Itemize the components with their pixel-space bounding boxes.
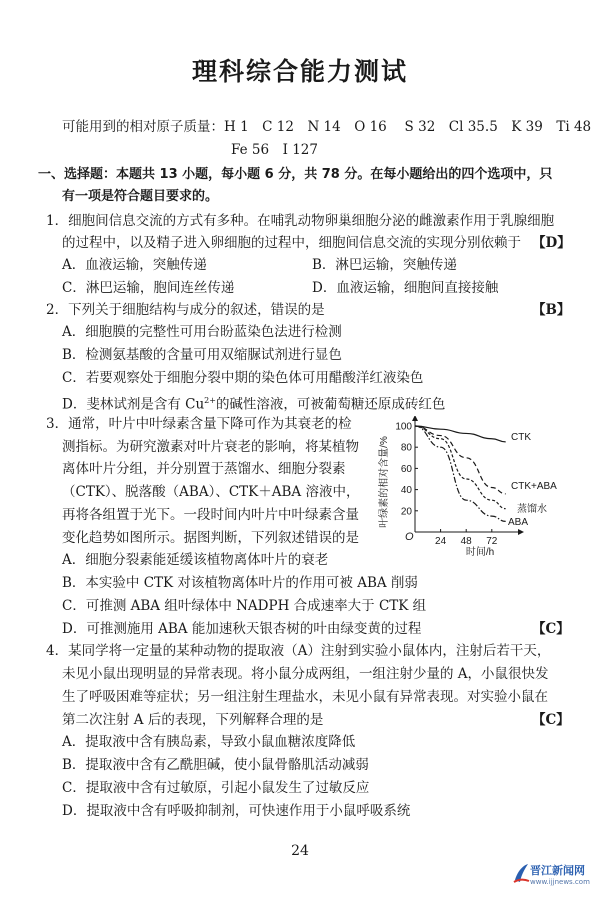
q3-stem-line-5: 再将各组置于光下。一段时间内叶片中叶绿素含量 [62,507,359,523]
atomic-masses-line-2: Fe 56 I 127 [231,142,318,158]
q4-stem-line-4: 第二次注射 A 后的表现，下列解释合理的是 [62,712,324,728]
chart-origin: O [405,531,414,543]
chlorophyll-chart [375,416,575,566]
atomic-masses-prefix: 可能用到的相对原子质量： [62,119,224,135]
chart-y-tick-label: 80 [400,442,412,454]
q3-stem-line-6: 变化趋势如图所示。据图判断，下列叙述错误的是 [62,530,359,546]
watermark-url: www.ijjnews.com [530,878,590,886]
watermark-name: 晋江新闻网 [530,864,585,877]
q1-answer: 【D】 [532,235,571,251]
q3-stem-line-3: 离体叶片分组，并分别置于蒸馏水、细胞分裂素 [62,461,346,477]
q4-answer: 【C】 [532,712,570,728]
chart-y-label: 叶绿素的相对含量/% [379,436,390,528]
q4-option-c: C．提取液中含有过敏原，引起小鼠发生了过敏反应 [62,780,370,796]
chart-y-tick-label: 20 [400,506,412,518]
chart-x-tick-label: 72 [486,536,498,547]
q2-stem: 2．下列关于细胞结构与成分的叙述，错误的是 [46,302,325,318]
q3-option-b: B．本实验中 CTK 对该植物离体叶片的作用可被 ABA 削弱 [62,575,418,591]
watermark-logo-icon [512,862,530,884]
q3-option-c: C．可推测 ABA 组叶绿体中 NADPH 合成速率大于 CTK 组 [62,598,427,614]
q3-stem-line-4: （CTK）、脱落酸（ABA）、CTK＋ABA 溶液中， [62,484,360,500]
chart-series-ABA [415,426,506,521]
chart-y-tick-label: 100 [395,421,412,433]
chart-y-tick-label: 60 [400,463,412,475]
q2-option-d-sup: 2+ [204,396,216,405]
q3-stem-line-2: 测指标。为研究激素对叶片衰老的影响，将某植物 [62,439,359,455]
series-label-aba: ABA [508,517,529,528]
atomic-masses-line-1 [62,117,591,137]
q3-option-a: A．细胞分裂素能延缓该植物离体叶片的衰老 [62,552,329,568]
section-header-line-1: 一、选择题：本题共 13 小题，每小题 6 分，共 78 分。在每小题给出的四个选项中，只 [38,167,553,182]
q1-option-c: C．淋巴运输，胞间连丝传递 [62,280,235,296]
q4-option-b: B．提取液中含有乙酰胆碱，使小鼠骨骼肌活动减弱 [62,757,369,773]
series-label-water: 蒸馏水 [517,504,547,515]
q2-answer: 【B】 [532,302,571,318]
q2-option-c: C．若要观察处于细胞分裂中期的染色体可用醋酸洋红液染色 [62,370,424,386]
series-label-ctk-aba: CTK+ABA [511,481,557,492]
chart-y-tick-label: 40 [400,485,412,497]
chart-x-label: 时间/h [465,547,495,558]
chart-x-tick-label: 24 [435,536,447,547]
chart-x-tick-label: 48 [460,536,472,547]
q4-stem-line-3: 生了呼吸困难等症状；另一组注射生理盐水，未见小鼠有异常表现。对实验小鼠在 [62,689,548,705]
q1-option-b: B．淋巴运输，突触传递 [312,257,457,273]
q3-answer: 【C】 [532,621,570,637]
q3-option-d: D．可推测施用 ABA 能加速秋天银杏树的叶由绿变黄的过程 [62,621,422,637]
q1-option-d: D．血液运输，细胞间直接接触 [312,280,499,296]
atomic-masses-values: H 1 C 12 N 14 O 16 S 32 Cl 35.5 K 39 Ti 48 [224,119,592,135]
section-header-line-2: 有一项是符合题目要求的。 [62,189,219,204]
q1-stem-line-1: 1．细胞间信息交流的方式有多种。在哺乳动物卵巢细胞分泌的雌激素作用于乳腺细胞 [46,213,555,229]
q4-stem-line-2: 未见小鼠出现明显的异常表现。将小鼠分成两组，一组注射少量的 A，小鼠很快发 [62,666,549,682]
q3-stem-line-1: 3．通常，叶片中叶绿素含量下降可作为其衰老的检 [46,416,352,432]
q1-stem-line-2: 的过程中，以及精子进入卵细胞的过程中，细胞间信息交流的实现分别依赖于 [62,235,521,251]
q2-option-d-post: 的碱性溶液，可被葡萄糖还原成砖红色 [215,396,446,413]
chart-series-CTK+ABA [415,426,506,494]
series-label-ctk: CTK [511,432,531,443]
q4-option-d: D．提取液中含有呼吸抑制剂，可快速作用于小鼠呼吸系统 [62,803,411,819]
q1-option-a: A．血液运输，突触传递 [62,257,207,273]
q2-option-d-pre: D．斐林试剂是含有 Cu [62,396,205,413]
q4-stem-line-1: 4．某同学将一定量的某种动物的提取液（A）注射到实验小鼠体内，注射后若干天， [46,643,551,659]
q2-option-b: B．检测氨基酸的含量可用双缩脲试剂进行显色 [62,347,342,363]
page-title: 理科综合能力测试 [191,57,408,86]
q4-option-a: A．提取液中含有胰岛素，导致小鼠血糖浓度降低 [62,734,356,750]
q2-option-d [62,391,445,415]
page-number: 24 [291,843,309,859]
q2-option-a: A．细胞膜的完整性可用台盼蓝染色法进行检测 [62,324,342,340]
